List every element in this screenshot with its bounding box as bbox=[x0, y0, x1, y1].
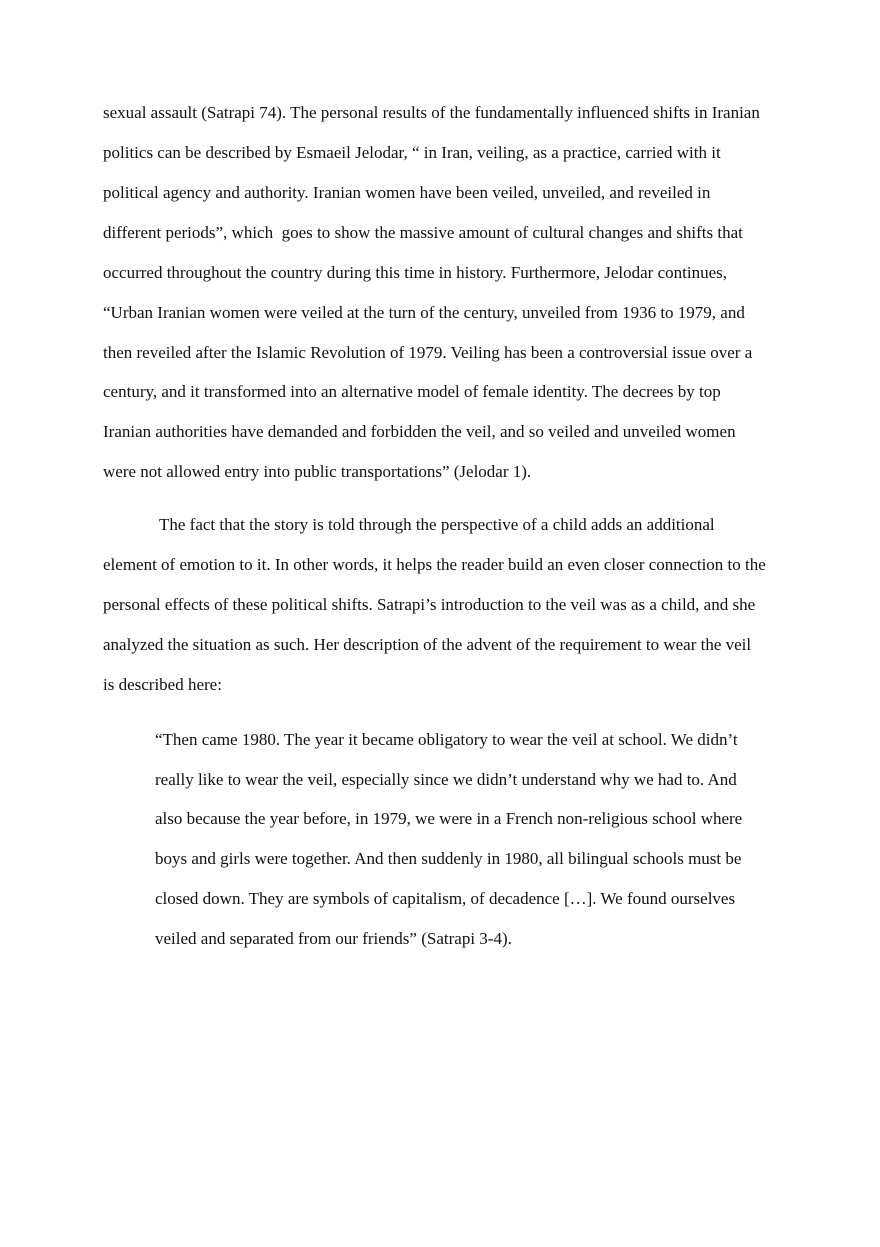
text-line: analyzed the situation as such. Her description of the advent of the requirement to wear the veil bbox=[103, 635, 752, 654]
text-line: century, and it transformed into an alternative model of female identity. The decrees by top bbox=[103, 382, 721, 401]
text-line: sexual assault (Satrapi 74). The personal results of the fundamentally influenced shifts in Iranian bbox=[103, 103, 760, 122]
text-line: then reveiled after the Islamic Revolution of 1979. Veiling has been a controversial issue over a bbox=[103, 343, 753, 362]
text-line: element of emotion to it. In other words, it helps the reader build an even closer connection to the bbox=[103, 555, 766, 574]
text-line: occurred throughout the country during this time in history. Furthermore, Jelodar continues, bbox=[103, 263, 727, 282]
text-line: Iranian authorities have demanded and forbidden the veil, and so veiled and unveiled women bbox=[103, 422, 736, 441]
text-line: also because the year before, in 1979, we were in a French non-religious school where bbox=[155, 809, 743, 828]
text-line: The fact that the story is told through the perspective of a child adds an additional bbox=[159, 515, 715, 534]
text-line: politics can be described by Esmaeil Jelodar, “ in Iran, veiling, as a practice, carried with it bbox=[103, 143, 721, 162]
text-line: personal effects of these political shifts. Satrapi’s introduction to the veil was as a child, and she bbox=[103, 595, 756, 614]
text-line: boys and girls were together. And then suddenly in 1980, all bilingual schools must be bbox=[155, 849, 742, 868]
text-line: veiled and separated from our friends” (Satrapi 3-4). bbox=[155, 929, 512, 948]
text-line: were not allowed entry into public transportations” (Jelodar 1). bbox=[103, 462, 532, 481]
text-line: political agency and authority. Iranian women have been veiled, unveiled, and reveiled in bbox=[103, 183, 711, 202]
text-line: is described here: bbox=[103, 675, 222, 694]
text-line: “Then came 1980. The year it became obligatory to wear the veil at school. We didn’t bbox=[155, 730, 738, 749]
text-line: really like to wear the veil, especially since we didn’t understand why we had to. And bbox=[155, 770, 737, 789]
text-line: “Urban Iranian women were veiled at the turn of the century, unveiled from 1936 to 1979, and bbox=[103, 303, 745, 322]
text-line: different periods”, which goes to show the massive amount of cultural changes and shifts that bbox=[103, 223, 743, 242]
text-line: closed down. They are symbols of capitalism, of decadence […]. We found ourselves bbox=[155, 889, 736, 908]
